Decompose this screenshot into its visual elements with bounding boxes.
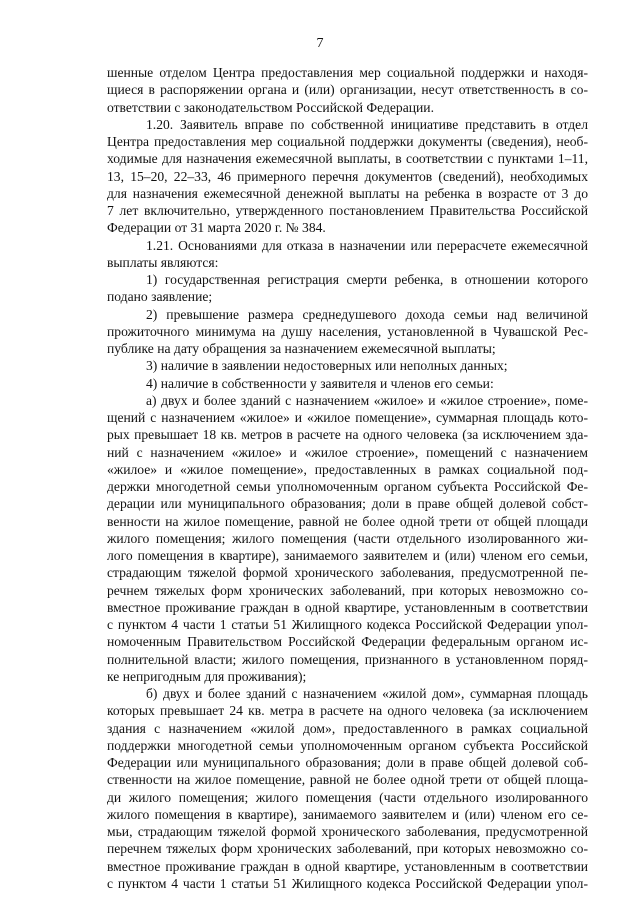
page-number: 7: [316, 36, 324, 51]
text-line: 4) наличие в собственности у заявителя и членов его семьи:: [146, 375, 494, 391]
text-line: поддержки многодетной семьи уполномоченным органом субъекта Российской: [107, 737, 588, 753]
text-line: выплаты являются:: [107, 254, 219, 270]
text-line: жилого помещения; жилого помещения (части отдельного изолированного жи-: [107, 530, 588, 546]
text-line: 1.20. Заявитель вправе по собственной инициативе представить в отдел: [146, 116, 588, 132]
text-line: перечнем тяжелых форм хронических заболеваний, при которых невозможно со-: [107, 841, 588, 857]
text-line: для назначения ежемесячной денежной выплаты на ребенка в возрасте от 3 до: [107, 185, 588, 201]
text-line: ственности на жилое помещение, равной не более одной трети от общей площа-: [107, 772, 588, 788]
text-line: мьи, страдающим тяжелой формой хронического заболевания, предусмотренной: [107, 824, 588, 839]
text-line: подано заявление;: [107, 289, 213, 305]
text-line: 13, 15–20, 22–33, 46 примерного перечня документов (сведений), необходимых: [107, 168, 588, 184]
text-line: полнительной власти; жилого помещения, признанного в установленном поряд-: [107, 651, 588, 667]
text-line: Федерации от 31 марта 2020 г. № 384.: [107, 220, 326, 236]
text-line: ответствии с законодательством Российской Федерации.: [107, 99, 434, 115]
text-line: вместное проживание граждан в одной квартире, установленным в соответствии: [107, 858, 588, 874]
text-line: ний с назначением «жилое» и «жилое строение», помещений с назначением: [107, 444, 588, 460]
text-line: б) двух и более зданий с назначением «жилой дом», суммарная площадь: [146, 686, 588, 701]
text-line: ди жилого помещения; жилого помещения (части отдельного изолированного: [107, 789, 588, 805]
text-line: с пунктом 4 части 1 статьи 51 Жилищного кодекса Российской Федерации упол-: [107, 875, 588, 891]
text-line: «жилое» и «жилое помещение», предоставленных в рамках социальной под-: [107, 461, 588, 477]
text-line: речнем тяжелых форм хронических заболеваний, при которых невозможно со-: [107, 582, 588, 598]
text-line: вместное проживание граждан в одной квартире, установленным в соответствии: [107, 599, 588, 615]
text-line: номоченным Правительством Российской Федерации федеральным органом ис-: [107, 634, 588, 650]
text-line: жилого помещения в квартире), занимаемого заявителем и (или) членом его се-: [107, 806, 588, 822]
text-line: а) двух и более зданий с назначением «жилое» и «жилое строение», поме-: [146, 392, 588, 408]
text-line: прожиточного минимума на душу населения, установленной в Чувашской Рес-: [107, 323, 588, 339]
text-line: держки многодетной семьи уполномоченным органом субъекта Российской Фе-: [107, 479, 588, 494]
text-line: здания с назначением «жилой дом», предоставленного в рамках социальной: [107, 720, 588, 736]
text-line: дерации или муниципального образования; доли в праве общей долевой собст-: [107, 496, 588, 512]
text-line: Федерации или муниципального образования; доли в праве общей долевой соб-: [107, 755, 588, 770]
body-text: [107, 64, 588, 892]
text-line: ке непригодным для проживания);: [107, 668, 307, 684]
text-line: 7 лет включительно, утвержденного постановлением Правительства Российской: [107, 203, 588, 218]
text-line: 1.21. Основаниями для отказа в назначении или перерасчете ежемесячной: [146, 237, 588, 253]
text-line: 3) наличие в заявлении недостоверных или неполных данных;: [146, 358, 508, 374]
text-line: лого помещения в квартире), занимаемого заявителем и (или) членом его семьи,: [107, 548, 588, 563]
text-line: щиеся в распоряжении органа и (или) организации, несут ответственность в со-: [107, 82, 588, 98]
text-line: 1) государственная регистрация смерти ребенка, в отношении которого: [146, 272, 588, 287]
text-line: Центра предоставления мер социальной поддержки документы (сведения), необ-: [107, 134, 588, 149]
text-line: с пунктом 4 части 1 статьи 51 Жилищного кодекса Российской Федерации упол-: [107, 617, 588, 632]
text-line: которых превышает 24 кв. метра в расчете на одного человека (за исключением: [107, 703, 588, 719]
text-line: страдающим тяжелой формой хронического заболевания, предусмотренной пе-: [107, 565, 588, 581]
text-line: рых превышает 18 кв. метров в расчете на одного человека (за исключением зда-: [107, 427, 588, 443]
text-line: публике на дату обращения за назначением ежемесячной выплаты;: [107, 341, 496, 356]
text-line: щений с назначением «жилое» и «жилое помещение», суммарная площадь кото-: [107, 410, 588, 425]
text-line: 2) превышение размера среднедушевого дохода семьи над величиной: [146, 306, 588, 322]
text-line: шенные отделом Центра предоставления мер социальной поддержки и находя-: [107, 65, 588, 80]
text-line: венности на жилое помещение, равной не более одной трети от общей площади: [107, 513, 588, 529]
text-line: ходимые для назначения ежемесячной выплаты, в соответствии с пунктами 1–11,: [107, 151, 588, 167]
